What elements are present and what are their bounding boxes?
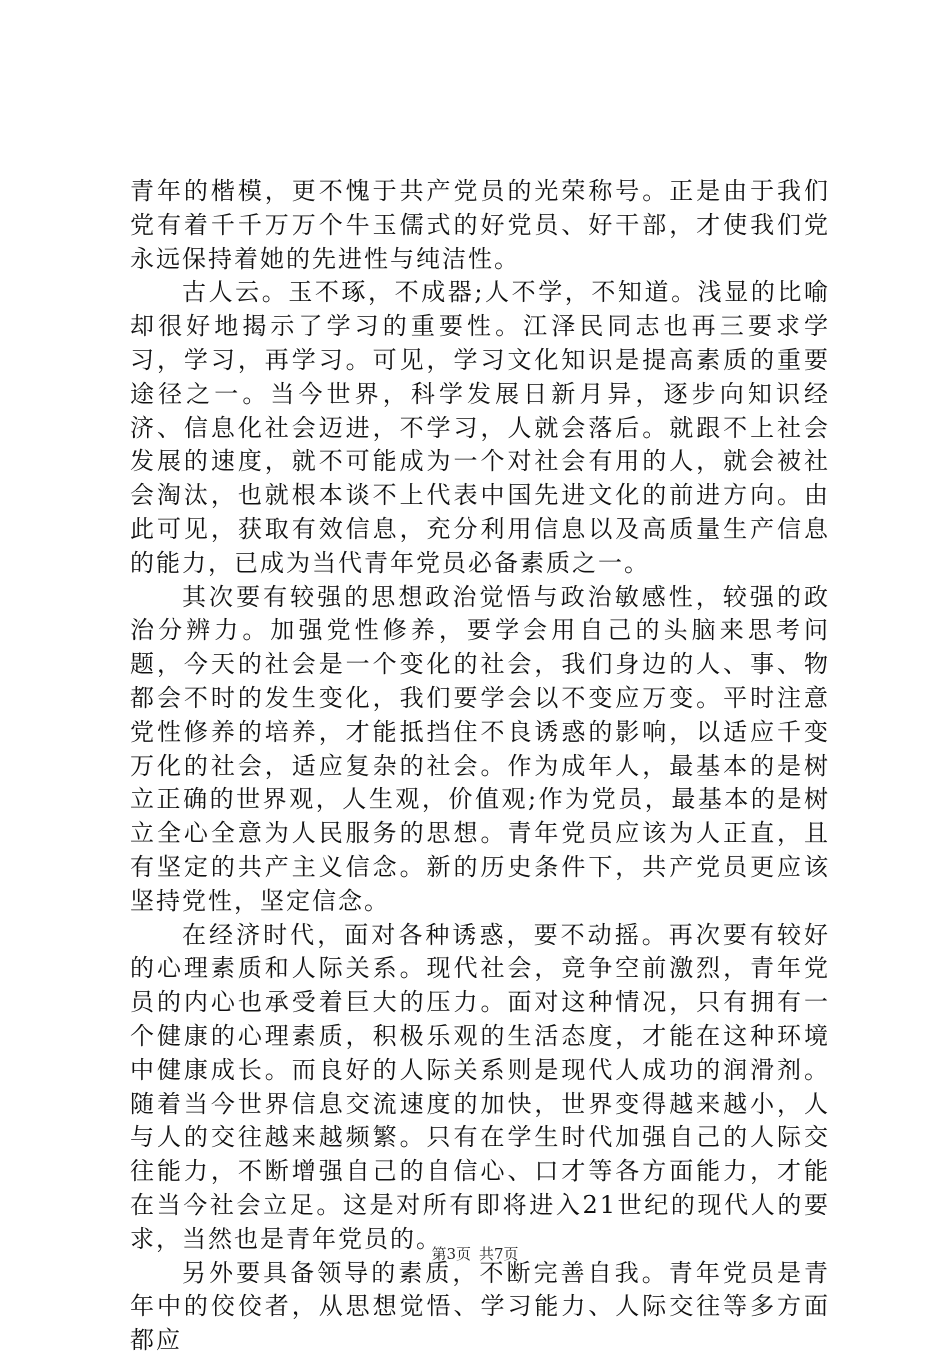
document-body bbox=[130, 175, 830, 1358]
paragraph-1: 青年的楷模，更不愧于共产党员的光荣称号。正是由于我们党有着千千万万个牛玉儒式的好党员、好干部，才使我们党永远保持着她的先进性与纯洁性。 bbox=[130, 177, 830, 273]
paragraph-3: 其次要有较强的思想政治觉悟与政治敏感性，较强的政治分辨力。加强党性修养，要学会用自己的头脑来思考问题，今天的社会是一个变化的社会，我们身边的人、事、物都会不时的发生变化，我们要学会以不变应万变。平时注意党性修养的培养，才能抵挡住不良诱惑的影响，以适应千变万化的社会，适应复杂的社会。作为成年人，最基本的是树立正确的世界观，人生观，价值观;作为党员，最基本的是树立全心全意为人民服务的思想。青年党员应该为人正直，且有坚定的共产主义信念。新的历史条件下，共产党员更应该坚持党性，坚定信念。 bbox=[130, 582, 830, 915]
paragraph-4: 在经济时代，面对各种诱惑，要不动摇。再次要有较好的心理素质和人际关系。现代社会，竞争空前激烈，青年党员的内心也承受着巨大的压力。面对这种情况，只有拥有一个健康的心理素质，积极乐观的生活态度，才能在这种环境中健康成长。而良好的人际关系则是现代人成功的润滑剂。随着当今世界信息交流速度的加快，世界变得越来越小，人与人的交往越来越频繁。只有在学生时代加强自己的人际交往能力，不断增强自己的自信心、口才等各方面能力，才能在当今社会立足。这是对所有即将进入21世纪的现代人的要求，当然也是青年党员的。 bbox=[130, 920, 830, 1253]
page-total: 共7页 bbox=[479, 1245, 519, 1263]
page-number: 第3页 bbox=[431, 1245, 471, 1263]
paragraph-2: 古人云。玉不琢，不成器;人不学，不知道。浅显的比喻却很好地揭示了学习的重要性。江泽民同志也再三要求学习，学习，再学习。可见，学习文化知识是提高素质的重要途径之一。当今世界，科学发展日新月异，逐步向知识经济、信息化社会迈进，不学习，人就会落后。就跟不上社会发展的速度，就不可能成为一个对社会有用的人，就会被社会淘汰，也就根本谈不上代表中国先进文化的前进方向。由此可见，获取有效信息，充分利用信息以及高质量生产信息的能力，已成为当代青年党员必备素质之一。 bbox=[130, 278, 830, 577]
page-footer bbox=[0, 1244, 950, 1264]
paragraph-5: 另外要具备领导的素质，不断完善自我。青年党员是青年中的佼佼者，从思想觉悟、学习能力、人际交往等多方面都应 bbox=[130, 1258, 830, 1355]
